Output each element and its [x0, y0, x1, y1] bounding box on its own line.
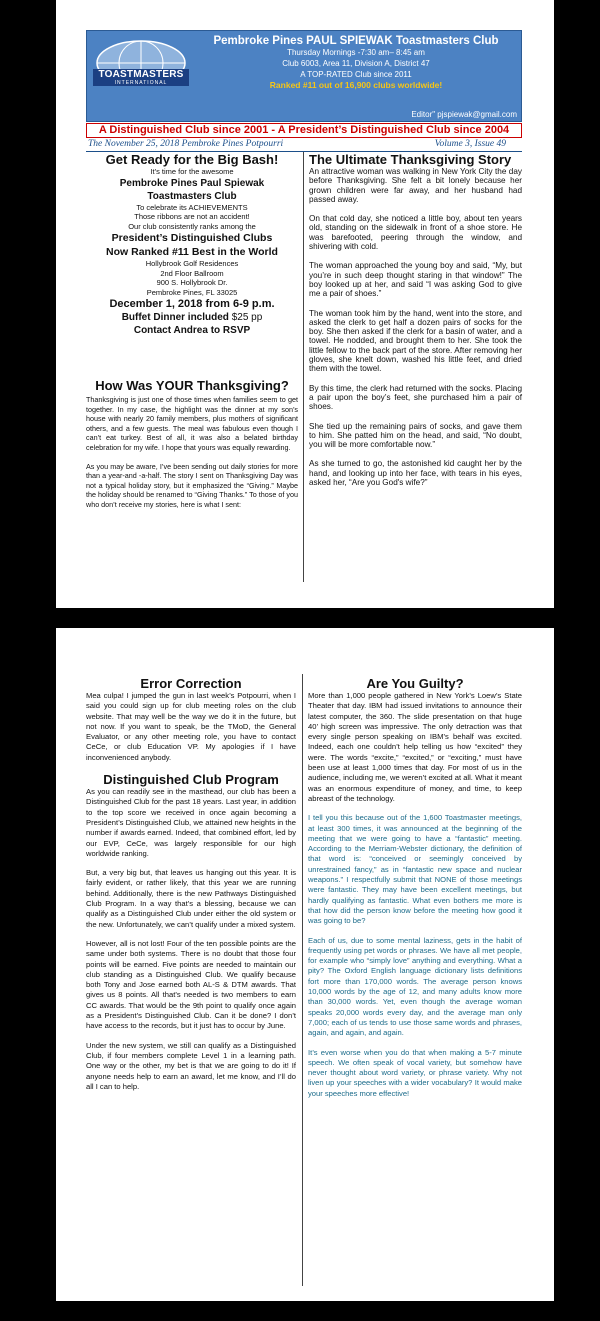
club-title: Pembroke Pines PAUL SPIEWAK Toastmasters Club — [213, 35, 499, 47]
guilty-paragraph: More than 1,000 people gathered in New York’s Loew’s State Theater that day. IBM had issued invitations to announce their latest computer, the 360. The slide presentation on that huge 40’ high screen was impressive. The only detraction was that every single person speaking on IBM’s behalf was excited. Indeed, each one couldn’t help telling us how “excited” they were. The words “excite,” “excited,” or “exciting,” must have been use at least 1,000 times that day. For most of us in the audience, including me, we weren’t excited at all. What it meant was an enormous expenditure of money, and time, to keep abreast of the technology. — [308, 691, 522, 803]
party-line: Pembroke Pines, FL 33025 — [146, 287, 238, 297]
club-ranking: Ranked #11 out of 16,900 clubs worldwide! — [269, 80, 443, 90]
issue-date: The November 25, 2018 Pembroke Pines Potpourri — [88, 139, 284, 149]
distinguished-banner: A Distinguished Club since 2001 - A President’s Distinguished Club since 2004 — [86, 123, 522, 138]
guilty-paragraph: Each of us, due to some mental laziness, gets in the habit of frequently using pet words or phrases. We have all met people, for example who “simply love” anything and everything. What a pity? The Oxford English language dictionary lists definitions fort more than 170,000 words. The average person knows 10,000 words by the age of 12, and many adults know more than 30,000 words. Yet, even though the average woman speaks 20,000 words every day, and the average man only 7,000; each of us tends to use those same words and phrases, again, and again, and again. — [308, 935, 522, 1038]
party-line: To celebrate its ACHIEVEMENTS — [136, 202, 248, 212]
guilty-title: Are You Guilty? — [366, 676, 464, 691]
party-line: It’s time for the awesome — [150, 167, 234, 176]
masthead-info — [193, 35, 519, 91]
party-rsvp: Contact Andrea to RSVP — [133, 325, 251, 336]
program-title: Distinguished Club Program — [103, 772, 279, 788]
thanksgiving-article — [86, 378, 298, 519]
issue-line — [86, 139, 522, 152]
logo-main-text: TOASTMASTERS — [98, 69, 184, 80]
program-paragraph: But, a very big but, that leaves us hanging out this year. It is fairly evident, or rather likely, that this year we are running behind. Additionally, there is the new Pathways Distinguished Club Program. In a way that’s a blessing, because we can qualify as a Distinguished Club under either the old system or the new. Unfortunately, we can’t qualify under a mixed system. — [86, 868, 296, 929]
program-paragraph: However, all is not lost! Four of the ten possible points are the same under both systems. There is no doubt that those four points will be earned. Five points are needed to maintain our club standing as a Distinguished Club. We qualify because both Tony and Jose earned both AL-S & DTM awards. That gives us 8 points. All that’s needed is two members to earn CC awards. That would be the 9th point to qualify once again as a President’s Distinguished Club. Can it be done? I don’t have access to the records, but it just has to occur by June. — [86, 938, 296, 1031]
party-line: Toastmasters Club — [147, 190, 237, 202]
party-announcement — [86, 152, 298, 337]
story-paragraph: The woman approached the young boy and said, “My, but you’re in such deep thought staring in that window!” The boy looked up at her, and said “I was asking God to give me a pair of shoes.” — [309, 261, 522, 299]
editor-email[interactable]: Editor" pjspiewak@gmail.com — [411, 110, 517, 119]
program-paragraph: As you can readily see in the masthead, our club has been a Distinguished Club for the past 18 years. Last year, in addition to the top score we received in once again becoming a President’s Distinguished Club, we attained new heights in the number if awards earned. Indeed, that combined effort, led by our EVP, CeCe, was largely responsible for our high worldwide ranking. — [86, 787, 296, 858]
party-line: Hollybrook Golf Residences — [145, 259, 239, 268]
program-paragraph: Under the new system, we still can qualify as a Distinguished Club, if four members complete Level 1 in a learning path. One way or the other, my bet is that we are going to do it! If anyone needs help to earn an award, let me know, and I’ll do all I can to help. — [86, 1040, 296, 1091]
club-info: Club 6003, Area 11, Division A, District 47 — [282, 59, 430, 68]
party-date: December 1, 2018 from 6-9 p.m. — [109, 298, 275, 310]
party-line: Those ribbons are not an accident! — [134, 212, 250, 221]
story-paragraph: On that cold day, she noticed a little boy, about ten years old, standing on the sidewalk in front of a shoe store. He was barefooted, peering through the window, and shivering with cold. — [309, 214, 522, 252]
thanksgiving-paragraph: Thanksgiving is just one of those times when families seem to get together. In my case, the highlight was the dinner at my son’s house with nearly 20 family members, plus mothers of significant others, and a few guests. The meal was fabulous even though I can’t eat turkey. Best of all, it was also a belated birthday celebration for my wife. I hope that yours was equally rewarding. — [86, 395, 298, 452]
party-title: Get Ready for the Big Bash! — [105, 152, 279, 167]
newsletter-page-2 — [56, 628, 554, 1301]
party-line: Our club consistently ranks among the — [128, 221, 256, 231]
party-line: 900 S. Hollybrook Dr. — [156, 278, 228, 287]
story-paragraph: She tied up the remaining pairs of socks, and gave them to him. She patted him on the head, and said, “No doubt, you will be more comfortable now.” — [309, 421, 522, 450]
story-paragraph: An attractive woman was walking in New York City the day before Thanksgiving. She felt a bit lonely because her grown children were far away, and her husband had passed away. — [309, 167, 522, 204]
newsletter-page-1 — [56, 0, 554, 608]
party-dinner — [86, 311, 298, 324]
meeting-time: Thursday Mornings -7:30 am– 8:45 am — [287, 48, 425, 57]
logo-wordmark — [93, 69, 189, 86]
story-title: The Ultimate Thanksgiving Story — [309, 152, 512, 167]
story-paragraph: As she turned to go, the astonished kid caught her by the hand, and looking up into her face, with tears in his eyes, asked her, “Are you God's wife?” — [309, 459, 522, 488]
error-title: Error Correction — [140, 676, 242, 691]
party-line: 2nd Floor Ballroom — [160, 268, 224, 278]
party-line: Pembroke Pines Paul Spiewak — [119, 177, 265, 189]
party-line: Now Ranked #11 Best in the World — [106, 246, 278, 258]
dinner-label: Buffet Dinner included — [121, 312, 229, 323]
thanksgiving-title: How Was YOUR Thanksgiving? — [95, 378, 289, 393]
guilty-article — [308, 676, 522, 1108]
column-divider — [303, 152, 304, 582]
issue-volume: Volume 3, Issue 49 — [434, 139, 506, 149]
dinner-price: $25 pp — [231, 312, 263, 323]
toastmasters-logo — [93, 39, 189, 91]
error-correction-article — [86, 676, 296, 1101]
masthead — [86, 30, 522, 122]
guilty-paragraph: It’s even worse when you do that when making a 5-7 minute speech. We often speak of vocal variety, but somehow have never thought about word variety, or phrase variety. Why not liven up your speeches with a wider vocabulary? It would make your speeches more effective! — [308, 1047, 522, 1098]
error-paragraph: Mea culpa! I jumped the gun in last week’s Potpourri, when I said you could sign up for club meeting roles on the club website. That may well be the way we do it in the future, but not now. If you want to speak, be the TMoD, the General Evaluator, or any other meeting role, you have to contact CeCe, or club Education VP. My apologies if I have inconvenienced anybody. — [86, 691, 296, 762]
club-rated: A TOP-RATED Club since 2011 — [300, 70, 412, 79]
thanksgiving-paragraph: As you may be aware, I’ve been sending out daily stories for more than a year-and -a-half. The story I sent on Thanksgiving Day was not a typical holiday story, but it emphasized the “Giving.” Maybe the holiday should be renamed to “Giving Thanks.” To those of you who don’t receive my stories, here is what I sent: — [86, 461, 298, 509]
party-line: President’s Distinguished Clubs — [111, 232, 273, 244]
logo-sub-text: INTERNATIONAL — [114, 80, 168, 86]
story-article — [309, 152, 522, 497]
guilty-paragraph: I tell you this because out of the 1,600 Toastmaster meetings, at least 300 times, it was announced at the beginning of the meeting that we were going to have a “fantastic” meeting. According to the Merriam-Webster dictionary, the definition of that word is: “conceived or seemingly conceived by unrestrained fancy,” as in “fantastic new space and nuclear weapons.” I respectfully submit that NONE of those meetings were fantastic. They may have been excellent meetings, but hardly qualifying as fantastic. What even bothers me more is that how did the person know before the meeting how good it was going to be? — [308, 813, 522, 926]
column-divider — [302, 674, 303, 1286]
story-paragraph: The woman took him by the hand, went into the store, and asked the clerk to get half a dozen pairs of socks for the boy. She then asked if the clerk for a basin of water, and a towel. He nodded, and brought them to her. She took the little fellow to the back part of the store. After removing her gloves, she knelt down, washed his little feet, and dried them with the towel. — [309, 308, 522, 374]
story-paragraph: By this time, the clerk had returned with the socks. Placing a pair upon the boy’s feet, she purchased him a pair of shoes. — [309, 383, 522, 412]
